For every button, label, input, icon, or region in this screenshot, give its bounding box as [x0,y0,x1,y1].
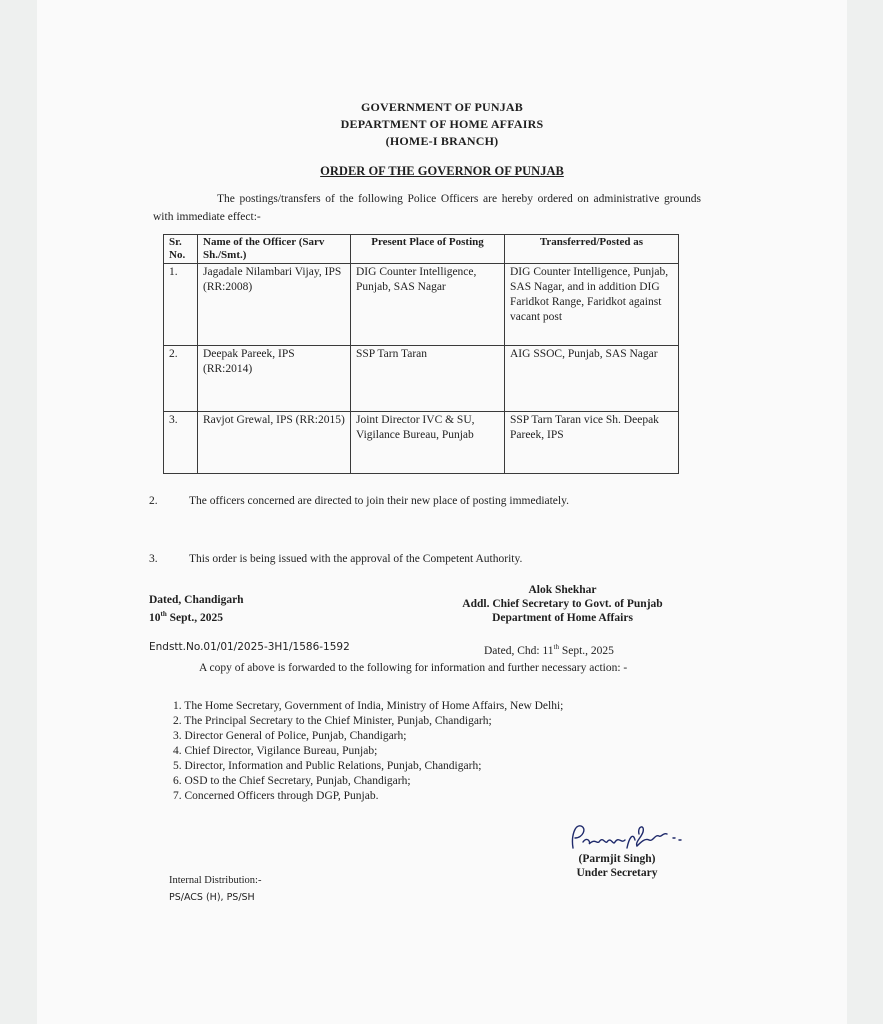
signatory-name: Alok Shekhar [528,584,597,596]
cell-posted: AIG SSOC, Punjab, SAS Nagar [505,346,679,412]
endorsement-number: Endstt.No.01/01/2025-3H1/1586-1592 [149,641,350,653]
cell-name: Deepak Pareek, IPS (RR:2014) [198,346,351,412]
header-branch: (HOME-I BRANCH) [385,134,499,148]
col-header-sr: Sr. No. [164,235,198,264]
paragraph-3-number: 3. [149,553,158,565]
list-item: 4. Chief Director, Vigilance Bureau, Punjab; [173,745,378,757]
internal-distribution [169,872,261,906]
paragraph-2-number: 2. [149,495,158,507]
internal-distribution-value: PS/ACS (H), PS/SH [169,892,255,903]
dated-place: Dated, Chandigarh [149,594,244,606]
list-item: 5. Director, Information and Public Relations, Punjab, Chandigarh; [173,760,482,772]
col-header-name: Name of the Officer (Sarv Sh./Smt.) [198,235,351,264]
cell-present: DIG Counter Intelligence, Punjab, SAS Nagar [351,264,505,346]
table-header-row [164,235,679,264]
cell-posted: DIG Counter Intelligence, Punjab, SAS Nagar, and in addition DIG Faridkot Range, Faridkot against vacant post [505,264,679,346]
cell-present: Joint Director IVC & SU, Vigilance Bureau, Punjab [351,412,505,474]
intro-paragraph: The postings/transfers of the following Police Officers are hereby ordered on administrative grounds with immediate effect:- [153,193,701,223]
order-title: ORDER OF THE GOVERNOR OF PUNJAB [320,164,564,178]
paragraph-2 [149,492,699,510]
under-secretary-block [557,852,677,880]
forward-list [173,699,733,804]
list-item: 6. OSD to the Chief Secretary, Punjab, Chandigarh; [173,775,411,787]
cell-posted: SSP Tarn Taran vice Sh. Deepak Pareek, IPS [505,412,679,474]
cell-present: SSP Tarn Taran [351,346,505,412]
postings-table [163,234,679,474]
signatory-department: Department of Home Affairs [492,612,633,624]
dated-date: 10th Sept., 2025 [149,610,223,624]
signatory-block [425,583,700,625]
under-secretary-name: (Parmjit Singh) [578,853,656,865]
col-header-posted: Transferred/Posted as [505,235,679,264]
cell-sr: 1. [164,264,198,346]
cell-name: Jagadale Nilambari Vijay, IPS (RR:2008) [198,264,351,346]
col-header-present: Present Place of Posting [351,235,505,264]
table-row [164,412,679,474]
under-secretary-designation: Under Secretary [576,867,658,879]
copy-intro: A copy of above is forwarded to the following for information and further necessary action: - [199,662,628,674]
list-item: 7. Concerned Officers through DGP, Punjab. [173,790,379,802]
cell-name: Ravjot Grewal, IPS (RR:2015) [198,412,351,474]
list-item: 2. The Principal Secretary to the Chief Minister, Punjab, Chandigarh; [173,715,492,727]
paragraph-3-text: This order is being issued with the approval of the Competent Authority. [189,553,523,565]
cell-sr: 2. [164,346,198,412]
paragraph-2-text: The officers concerned are directed to join their new place of posting immediately. [189,495,569,507]
header-department: DEPARTMENT OF HOME AFFAIRS [340,117,544,131]
list-item: 3. Director General of Police, Punjab, Chandigarh; [173,730,407,742]
document-page [37,0,847,1024]
table-row [164,346,679,412]
header-government: GOVERNMENT OF PUNJAB [360,100,523,114]
dated-block [149,593,244,625]
signatory-designation: Addl. Chief Secretary to Govt. of Punjab [462,598,663,610]
table-row [164,264,679,346]
internal-distribution-label: Internal Distribution:- [169,875,262,886]
list-item: 1. The Home Secretary, Government of India, Ministry of Home Affairs, New Delhi; [173,700,564,712]
endorsement-date: Dated, Chd: 11th Sept., 2025 [484,643,614,657]
cell-sr: 3. [164,412,198,474]
paragraph-3 [149,550,709,568]
